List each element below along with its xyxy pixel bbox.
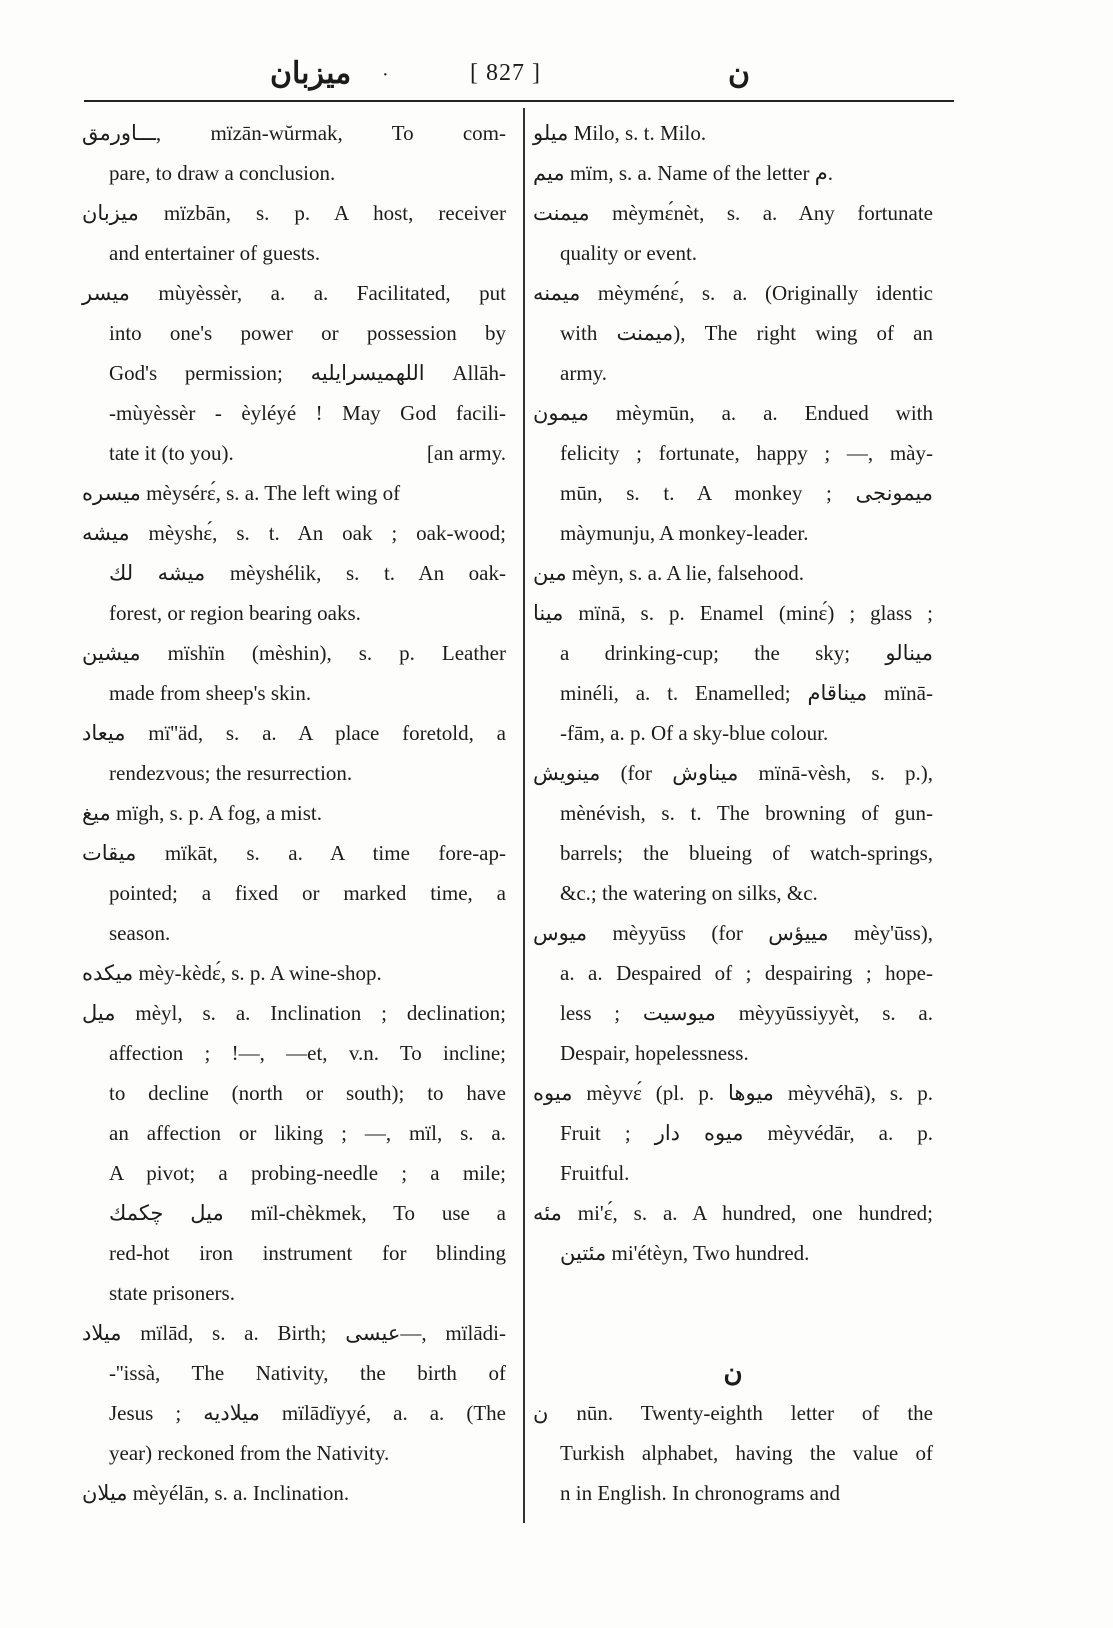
entry-line: season. <box>109 921 171 945</box>
header-letter: ن <box>728 57 751 90</box>
entry-line: -''issà, The Nativity, the birth of <box>109 1361 506 1385</box>
dictionary-entry <box>533 1073 933 1193</box>
dictionary-entry <box>82 193 506 273</box>
entry-line: a. a. Despaired of ; despairing ; hope- <box>560 961 933 985</box>
entry-line: &c.; the watering on silks, &c. <box>560 881 818 905</box>
entry-line: میل چکمك mïl-chèkmek, To use a <box>109 1201 506 1225</box>
dictionary-entry <box>82 633 506 713</box>
dictionary-entry <box>533 113 933 153</box>
entry-line: a drinking-cup; the sky; مینالو <box>560 641 933 665</box>
dictionary-entry <box>533 153 933 193</box>
entry-line: میشه لك mèyshélik, s. t. An oak- <box>109 561 506 585</box>
entry-line: year) reckoned from the Nativity. <box>109 1441 390 1465</box>
entry-headword-line: میوه mèyvɛ́ (pl. p. میوها mèyvéhā), s. p. <box>533 1081 933 1105</box>
entry-headword-line: مینا mïnā, s. p. Enamel (minɛ́) ; glass ; <box>533 601 933 625</box>
entry-headword-line: میسره mèysérɛ́, s. a. The left wing of <box>82 481 401 505</box>
column-divider <box>523 108 525 1523</box>
entry-headword-line: مین mèyn, s. a. A lie, falsehood. <box>533 561 804 585</box>
entry-line: made from sheep's skin. <box>109 681 312 705</box>
dictionary-entry <box>82 993 506 1313</box>
entry-headword-line: میغ mïgh, s. p. A fog, a mist. <box>82 801 322 825</box>
left-column <box>82 113 506 1513</box>
dictionary-entry <box>533 553 933 593</box>
entry-line: màymunju, A monkey-leader. <box>560 521 809 545</box>
entry-headword-line: ـــاورمق, mïzān-wŭrmak, To com- <box>82 121 506 145</box>
entry-line: quality or event. <box>560 241 698 265</box>
section-heading-letter: ن <box>723 1358 743 1387</box>
entry-line: -fām, a. p. Of a sky-blue colour. <box>560 721 829 745</box>
entry-headword-line: میمنت mèymɛ́nèt, s. a. Any fortunate <box>533 201 933 225</box>
dictionary-entry <box>82 833 506 953</box>
section-gap <box>533 1273 933 1353</box>
dictionary-entry <box>82 953 506 993</box>
entry-headword-line: میکده mèy-kèdɛ́, s. p. A wine-shop. <box>82 961 382 985</box>
dictionary-entry <box>533 393 933 553</box>
entry-line: barrels; the blueing of watch-springs, <box>560 841 933 865</box>
dictionary-entry <box>533 1193 933 1273</box>
entry-line: affection ; !—, —et, v.n. To incline; <box>109 1041 506 1065</box>
entry-line: less ; میوسیت mèyyūssiyyèt, s. a. <box>560 1001 933 1025</box>
entry-headword-line: میسر mùyèssèr, a. a. Facilitated, put <box>82 281 506 305</box>
entry-line: God's permission; اللهمیسرایلیه Allāh- <box>109 361 506 385</box>
entry-headword-line: ن nūn. Twenty-eighth letter of the <box>533 1401 933 1425</box>
entry-headword-line: میعاد mï''äd, s. a. A place foretold, a <box>82 721 506 745</box>
entry-line: an affection or liking ; —, mïl, s. a. <box>109 1121 506 1145</box>
dictionary-entry <box>533 273 933 393</box>
entry-line: mūn, s. t. A monkey ; میمونجی <box>560 481 933 505</box>
dictionary-entry <box>82 273 506 473</box>
entry-headword-line: میمنه mèyménɛ́, s. a. (Originally identic <box>533 281 933 305</box>
dictionary-entry <box>533 753 933 913</box>
entry-carryover-tag: [an army. <box>426 441 506 465</box>
entry-line: to decline (north or south); to have <box>109 1081 506 1105</box>
entry-headword-line: میم mïm, s. a. Name of the letter م. <box>533 161 834 185</box>
entry-line: into one's power or possession by <box>109 321 506 345</box>
entry-headword-line: میشین mïshïn (mèshin), s. p. Leather <box>82 641 506 665</box>
entry-line: army. <box>560 361 608 385</box>
entry-line: forest, or region bearing oaks. <box>109 601 361 625</box>
dictionary-entry <box>82 1313 506 1473</box>
dictionary-entry <box>82 113 506 193</box>
entry-headword-line: میلو Milo, s. t. Milo. <box>533 121 707 145</box>
dictionary-entry <box>82 513 506 633</box>
entry-headword-line: مئه mi'ɛ́, s. a. A hundred, one hundred; <box>533 1201 933 1225</box>
entry-headword-line: میلان mèyélān, s. a. Inclination. <box>82 1481 350 1505</box>
entry-headword-line: میمون mèymūn, a. a. Endued with <box>533 401 933 425</box>
dictionary-entry <box>533 593 933 753</box>
entry-line: pare, to draw a conclusion. <box>109 161 336 185</box>
entry-line: red-hot iron instrument for blinding <box>109 1241 506 1265</box>
page-number: [ 827 ] <box>470 60 541 86</box>
entry-line: tate it (to you). [an army. <box>82 433 506 473</box>
dictionary-entry <box>82 1473 506 1513</box>
entry-line: rendezvous; the resurrection. <box>109 761 353 785</box>
entry-line: n in English. In chronograms and <box>560 1481 840 1505</box>
entry-line: Fruit ; میوه دار mèyvédār, a. p. <box>560 1121 933 1145</box>
entry-headword-line: میوس mèyyūss (for مییؤس mèy'ūss), <box>533 921 933 945</box>
header-catchword: میزبان <box>270 57 352 90</box>
entry-line: Fruitful. <box>560 1161 630 1185</box>
dictionary-entry <box>82 473 506 513</box>
entry-line: مئتین mi'étèyn, Two hundred. <box>560 1241 810 1265</box>
dictionary-entry <box>533 193 933 273</box>
right-column <box>533 113 933 1513</box>
entry-headword-line: میلاد mïlād, s. a. Birth; عیسی—, mïlādi- <box>82 1321 507 1345</box>
entry-headword-line: میزبان mïzbān, s. p. A host, receiver <box>82 201 506 225</box>
entry-line: Turkish alphabet, having the value of <box>560 1441 933 1465</box>
entry-headword-line: میشه mèyshɛ́, s. t. An oak ; oak-wood; <box>82 521 506 545</box>
header-dot: · <box>382 64 389 86</box>
entry-line: A pivot; a probing-needle ; a mile; <box>109 1161 506 1185</box>
entry-headword-line: میل mèyl, s. a. Inclination ; declination; <box>82 1001 506 1025</box>
dictionary-entry <box>533 913 933 1073</box>
entry-line: and entertainer of guests. <box>109 241 321 265</box>
dictionary-entry <box>82 793 506 833</box>
entry-line: state prisoners. <box>109 1281 235 1305</box>
entry-line: with میمنت), The right wing of an <box>560 321 933 345</box>
entry-line: -mùyèssèr - èyléyé ! May God facili- <box>109 401 506 425</box>
entry-line: felicity ; fortunate, happy ; —, mày- <box>560 441 933 465</box>
entry-line: pointed; a fixed or marked time, a <box>109 881 506 905</box>
entry-headword-line: مینویش (for میناوش mïnā-vèsh, s. p.), <box>533 761 933 785</box>
dictionary-entry <box>533 1393 933 1513</box>
entry-line: Jesus ; میلادیه mïlādïyyé, a. a. (The <box>109 1401 506 1425</box>
entry-line: Despair, hopelessness. <box>560 1041 749 1065</box>
entry-line: mènévish, s. t. The browning of gun- <box>560 801 933 825</box>
entry-headword-line: میقات mïkāt, s. a. A time fore-ap- <box>82 841 506 865</box>
header-rule <box>84 100 954 102</box>
entry-line: minéli, a. t. Enamelled; میناقام mïnā- <box>560 681 933 705</box>
dictionary-entry <box>82 713 506 793</box>
